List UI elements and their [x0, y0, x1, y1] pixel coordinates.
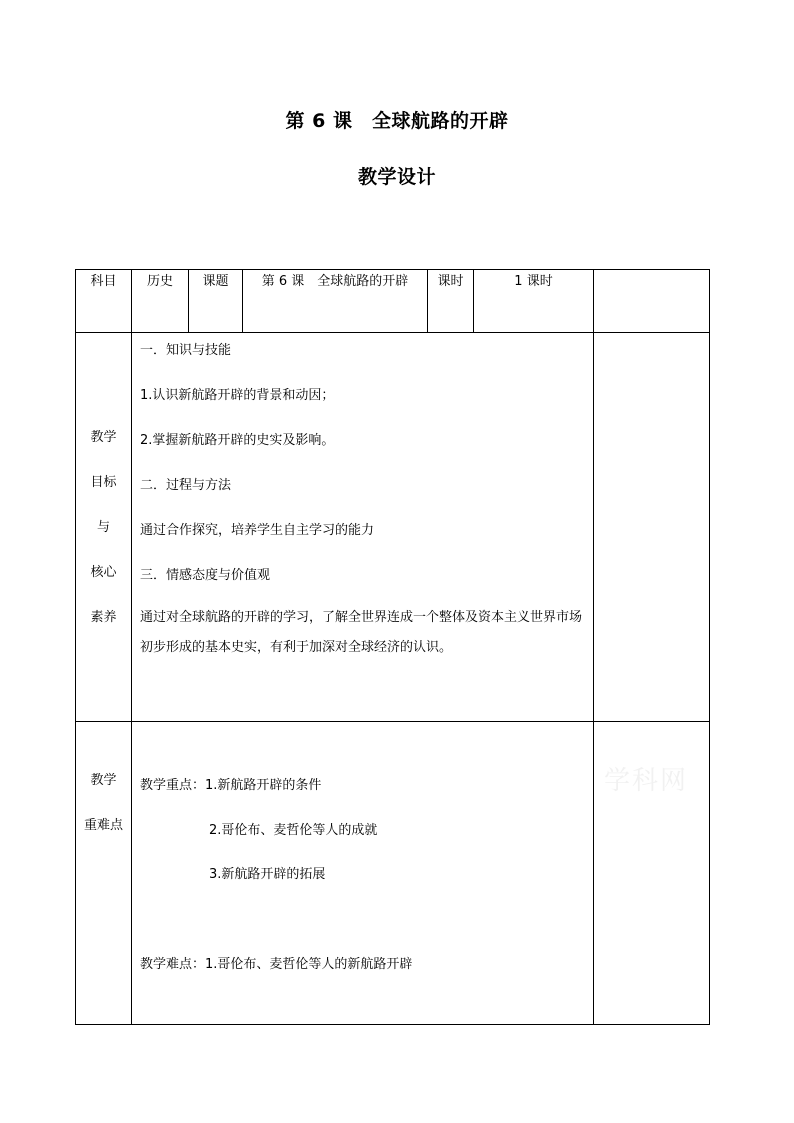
key-points-content	[132, 722, 594, 1025]
page-title: 第 6 课 全球航路的开辟	[285, 110, 509, 132]
difficulty-line	[140, 953, 412, 972]
objective-line: 1.认识新航路开辟的背景和动因；	[140, 388, 335, 403]
lesson-plan-table	[75, 269, 710, 1025]
focus-line	[140, 774, 321, 793]
topic-label: 课题	[189, 270, 243, 333]
objective-line: 三．情感态度与价值观	[140, 568, 271, 583]
objective-paragraph: 通过对全球航路的开辟的学习，了解全世界连成一个整体及资本主义世界市场初步形成的基本史实，有利于加深对全球经济的认识。	[140, 610, 583, 655]
objectives-content	[132, 333, 594, 722]
hours-label: 课时	[428, 270, 474, 333]
topic-value: 第 6 课 全球航路的开辟	[243, 270, 428, 333]
objective-line: 通过合作探究，培养学生自主学习的能力	[140, 523, 375, 538]
objective-line: 2.掌握新航路开辟的史实及影响。	[140, 433, 335, 448]
focus-item: 3.新航路开辟的拓展	[209, 867, 326, 882]
objectives-row	[76, 333, 710, 722]
focus-item: 2.哥伦布、麦哲伦等人的成就	[209, 823, 378, 838]
focus-item: 1.新航路开辟的条件	[205, 778, 322, 793]
hours-value: 1 课时	[474, 270, 594, 333]
watermark: 学科网	[604, 766, 689, 796]
difficulty-label: 教学难点：	[140, 957, 206, 972]
page-subtitle: 教学设计	[357, 166, 436, 188]
header-empty-cell	[594, 270, 710, 333]
objectives-label: 教学 目标 与 核心 素养	[76, 333, 132, 722]
difficulty-item: 1.哥伦布、麦哲伦等人的新航路开辟	[205, 957, 413, 972]
subject-label: 科目	[76, 270, 132, 333]
key-points-label: 教学 重难点	[76, 722, 132, 1025]
objective-line: 二．过程与方法	[140, 478, 232, 493]
header-row	[76, 270, 710, 333]
subject-value: 历史	[132, 270, 189, 333]
objectives-empty-cell	[594, 333, 710, 722]
objective-line: 一．知识与技能	[140, 343, 232, 358]
focus-label: 教学重点：	[140, 778, 206, 793]
